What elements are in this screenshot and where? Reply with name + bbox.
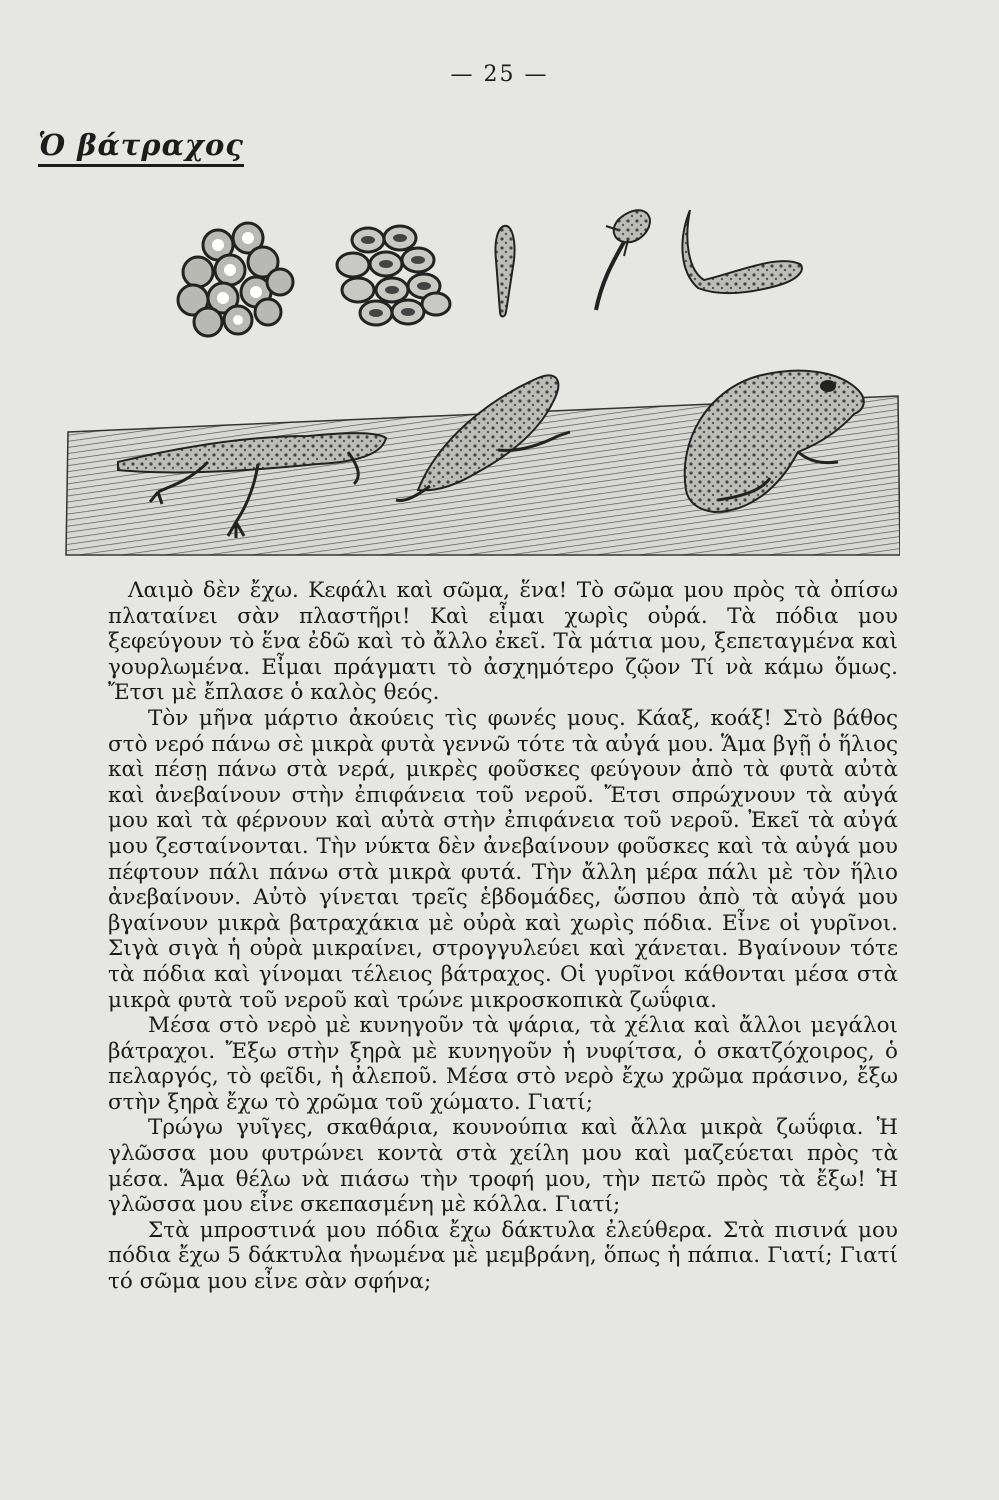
page-title: Ὁ βάτραχος [38, 128, 244, 167]
tadpole-icon [596, 210, 650, 310]
frog-lifecycle-illustration [58, 200, 900, 560]
paragraph: Στὰ μπροστινά μου πόδια ἔχω δάκτυλα ἐλεύθερα. Στὰ πισινά μου πόδια ἔχω 5 δάκτυλα ἡνωμένα μὲ μεμβράνη, ὅπως ἡ πάπια. Γιατί; Γιατί τό σῶμα μου εἶνε σὰν σφήνα; [108, 1217, 898, 1295]
page-number: — 25 — [450, 62, 549, 87]
frog-eggs-icon [178, 223, 293, 336]
paragraph: Λαιμὸ δὲν ἔχω. Κεφάλι καὶ σῶμα, ἕνα! Τὸ σῶμα μου πρὸς τὰ ὀπίσω πλαταίνει σὰν πλαστῆρι! Καὶ εἶμαι χωρὶς οὐρά. Τὰ πόδια μου ξεφεύγουν τὸ ἕνα ἐδῶ καὶ τὸ ἄλλο ἐκεῖ. Τὰ μάτια μου, ξεπεταγμένα καὶ γουρλωμένα. Εἶμαι πράγματι τὸ ἀσχημότερο ζῷον Τί νὰ κάμω ὅμως. Ἔτσι μὲ ἔπλασε ὁ καλὸς θεός. [108, 578, 898, 706]
tadpole-icon [495, 226, 514, 317]
body-text [108, 578, 898, 1295]
paragraph: Τὸν μῆνα μάρτιο ἀκούεις τὶς φωνές μους. Κάαξ, κοάξ! Στὸ βάθος στὸ νερό πάνω σὲ μικρὰ φυτὰ γεννῶ τότε τὰ αὐγά μου. Ἅμα βγῇ ὁ ἥλιος καὶ πέσῃ πάνω στὰ νερά, μικρὲς φοῦσκες φεύγουν ἀπὸ τὰ φυτὰ αὐτὰ καὶ ἀνεβαίνουν στὴν ἐπιφάνεια τοῦ νεροῦ. Ἔτσι σπρώχνουν τὰ αὐγά μου καὶ τὰ φέρνουν καὶ αὐτὰ στὴν ἐπιφάνεια τοῦ νεροῦ. Ἐκεῖ τὰ αὐγά μου ζεσταίνονται. Τὴν νύκτα δὲν ἀνεβαίνουν φοῦσκες καὶ τὰ αὐγά μου πέφτουν πάλι πάνω στὰ μικρὰ φυτά. Τὴν ἄλλη μέρα πάλι μὲ τὸν ἥλιο ἀνεβαίνουν. Αὐτὸ γίνεται τρεῖς ἑβδομάδες, ὥσπου ἀπὸ τὰ αὐγά μου βγαίνουν μικρὰ βατραχάκια μὲ οὐρὰ καὶ χωρὶς πόδια. Εἶνε οἱ γυρῖνοι. Σιγὰ σιγὰ ἡ οὐρὰ μικραίνει, στρογγυλεύει καὶ χάνεται. Βγαίνουν τότε τὰ πόδια καὶ γίνομαι τέλειος βάτραχος. Οἱ γυρῖνοι κάθονται μέσα στὰ μικρὰ φυτὰ τοῦ νεροῦ καὶ τρώνε μικροσκοπικὰ ζωΰφια. [108, 705, 898, 1013]
frog-eggs-icon [337, 226, 450, 325]
paragraph: Μέσα στὸ νερὸ μὲ κυνηγοῦν τὰ ψάρια, τὰ χέλια καὶ ἄλλοι μεγάλοι βάτραχοι. Ἔξω στὴν ξηρὰ μὲ κυνηγοῦν ἡ νυφίτσα, ὁ σκατζόχοιρος, ὁ πελαργός, τὸ φεῖδι, ἡ ἀλεποῦ. Μέσα στὸ νερὸ ἔχω χρῶμα πράσινο, ἔξω στὴν ξηρὰ ἔχω τὸ χρῶμα τοῦ χώματο. Γιατί; [108, 1013, 898, 1115]
paragraph: Τρώγω γυῖγες, σκαθάρια, κουνούπια καὶ ἄλλα μικρὰ ζωΰφια. Ἡ γλῶσσα μου φυτρώνει κοντὰ στὰ χείλη μου καὶ μαζεύεται πρὸς τὰ μέσα. Ἅμα θέλω νὰ πιάσω τὴν τροφή μου, τὴν πετῶ πρὸς τὰ ἔξω! Ἡ γλῶσσα μου εἶνε σκεπασμένη μὲ κόλλα. Γιατί; [108, 1115, 898, 1218]
tadpole-icon [682, 210, 801, 293]
